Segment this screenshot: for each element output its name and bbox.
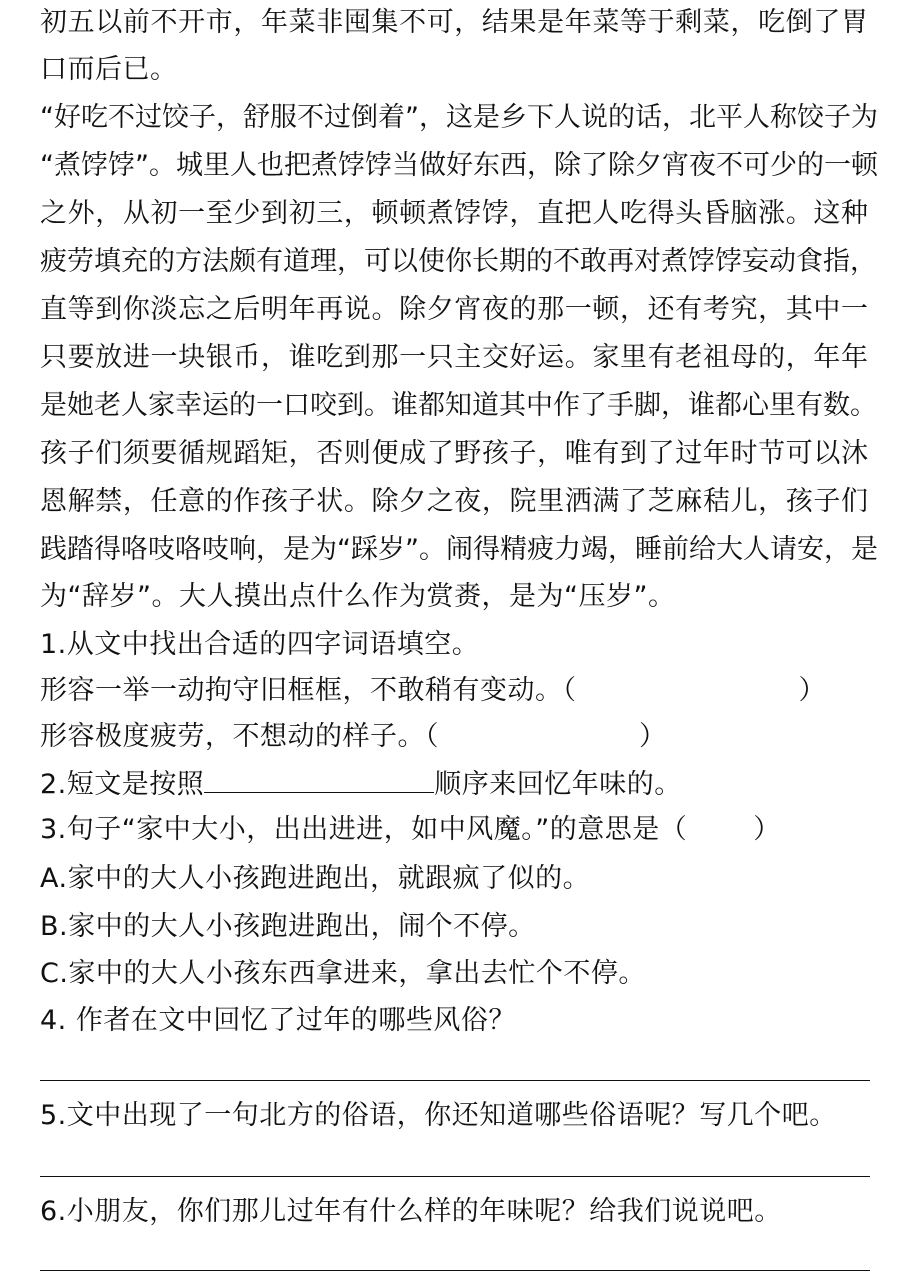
question-3-option-b: B.家中的大人小孩跑进跑出，闹个不停。 <box>40 911 536 942</box>
question-1-title: 1.从文中找出合适的四字词语填空。 <box>40 629 480 660</box>
question-2-blank[interactable] <box>204 766 434 793</box>
question-2-before: 2.短文是按照 <box>40 769 205 800</box>
question-1-item-2-prompt: 形容极度疲劳，不想动的样子。（ <box>40 721 439 752</box>
question-1-item-1 <box>40 674 826 708</box>
passage-line: 恩解禁，任意的作孩子状。除夕之夜，院里洒满了芝麻秸儿，孩子们 <box>40 486 868 517</box>
question-1-item-2 <box>40 720 667 754</box>
question-3-close: ） <box>753 814 781 845</box>
question-3-option-a: A.家中的大人小孩跑进跑出，就跟疯了似的。 <box>40 863 591 894</box>
question-3-stem <box>40 813 781 847</box>
passage-line: 为“辞岁”。大人摸出点什么作为赏赉，是为“压岁”。 <box>40 581 676 612</box>
passage-line: 践踏得咯吱咯吱响，是为“踩岁”。闹得精疲力竭，睡前给大人请安，是 <box>40 534 878 565</box>
passage-line: 只要放进一块银币，谁吃到那一只主交好运。家里有老祖母的，年年 <box>40 342 868 373</box>
passage-line: 之外，从初一至少到初三，顿顿煮饽饽，直把人吃得头昏脑涨。这种 <box>40 198 868 229</box>
question-5: 5.文中出现了一句北方的俗语，你还知道哪些俗语呢？写几个吧。 <box>40 1100 837 1131</box>
passage-line: 疲劳填充的方法颇有道理，可以使你长期的不敢再对煮饽饽妄动食指， <box>40 246 877 277</box>
question-1-item-1-close: ） <box>798 675 826 706</box>
question-3-option-c: C.家中的大人小孩东西拿进来，拿出去忙个不停。 <box>40 958 646 989</box>
passage-line: “煮饽饽”。城里人也把煮饽饽当做好东西，除了除夕宵夜不可少的一顿 <box>40 150 878 181</box>
question-4-answer-line[interactable] <box>40 1080 870 1081</box>
question-2-after: 顺序来回忆年味的。 <box>434 769 682 800</box>
passage-line: “好吃不过饺子，舒服不过倒着”，这是乡下人说的话，北平人称饺子为 <box>40 102 878 133</box>
question-1-item-2-close: ） <box>639 721 667 752</box>
question-4: 4. 作者在文中回忆了过年的哪些风俗？ <box>40 1005 516 1036</box>
question-6-answer-line[interactable] <box>40 1270 870 1271</box>
passage-line: 孩子们须要循规蹈矩，否则便成了野孩子，唯有到了过年时节可以沐 <box>40 438 868 469</box>
question-5-answer-line[interactable] <box>40 1176 870 1177</box>
passage-line: 初五以前不开市，年菜非囤集不可，结果是年菜等于剩菜，吃倒了胃 <box>40 7 868 38</box>
passage-line: 直等到你淡忘之后明年再说。除夕宵夜的那一顿，还有考究，其中一 <box>40 294 868 325</box>
question-6: 6.小朋友，你们那儿过年有什么样的年味呢？给我们说说吧。 <box>40 1196 782 1227</box>
passage-line: 口而后已。 <box>40 54 178 85</box>
question-2 <box>40 766 682 802</box>
question-1-item-1-prompt: 形容一举一动拘守旧框框，不敢稍有变动。（ <box>40 675 577 706</box>
question-3-stem-text: 3.句子“家中大小，出出进进，如中风魔。”的意思是（ <box>40 814 688 845</box>
passage-line: 是她老人家幸运的一口咬到。谁都知道其中作了手脚，谁都心里有数。 <box>40 390 877 421</box>
